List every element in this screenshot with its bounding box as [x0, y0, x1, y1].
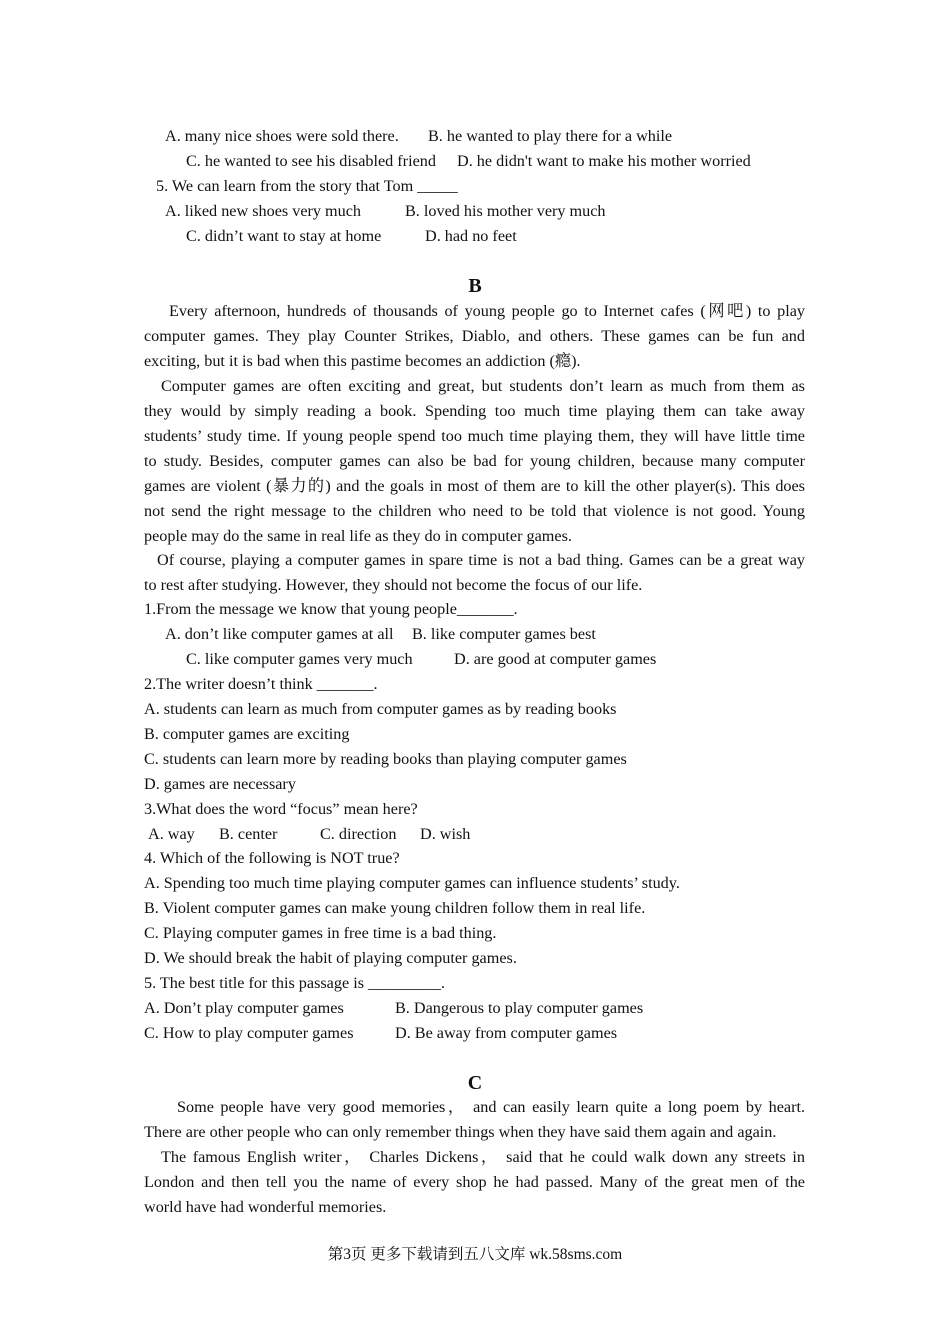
- text-line: 1.From the message we know that young people_______.: [144, 600, 518, 618]
- option-text: D. wish: [420, 825, 471, 843]
- text-line: not send the right message to the children who need to be told that violence is not good. Young: [144, 502, 805, 520]
- section-heading-c: C: [467, 1072, 483, 1094]
- option-text: D. are good at computer games: [454, 650, 657, 668]
- text-line: students’ study time. If young people spend too much time playing them, they will have little time: [144, 427, 805, 445]
- text-line: A. Spending too much time playing computer games can influence students’ study.: [144, 874, 680, 892]
- option-text: D. Be away from computer games: [395, 1024, 618, 1042]
- option-text: B. loved his mother very much: [405, 202, 606, 220]
- text-line: D. games are necessary: [144, 775, 296, 793]
- text-line: B. Violent computer games can make young children follow them in real life.: [144, 899, 646, 917]
- text-line: London and then tell you the name of every shop he had passed. Many of the great men of the: [144, 1173, 805, 1191]
- text-line: to study. Besides, computer games can also be bad for young children, because many computer: [144, 452, 805, 470]
- text-line: The famous English writer， Charles Dickens， said that he could walk down any streets in: [161, 1148, 805, 1166]
- text-line: A. students can learn as much from computer games as by reading books: [144, 700, 617, 718]
- text-line: 5. We can learn from the story that Tom _____: [156, 177, 458, 195]
- text-line: Some people have very good memories， and can easily learn quite a long poem by heart.: [177, 1098, 805, 1116]
- text-line: There are other people who can only remember things when they have said them again and again.: [144, 1123, 777, 1141]
- page-footer: 第3页 更多下载请到五八文库 wk.58sms.com: [327, 1246, 623, 1263]
- option-text: A. many nice shoes were sold there.: [165, 127, 399, 145]
- option-text: C. like computer games very much: [186, 650, 413, 668]
- text-line: Every afternoon, hundreds of thousands of young people go to Internet cafes (网吧) to play: [169, 302, 805, 320]
- option-text: A. way: [148, 825, 195, 843]
- text-line: people may do the same in real life as they do in computer games.: [144, 527, 572, 545]
- option-text: A. liked new shoes very much: [165, 202, 362, 220]
- text-line: games are violent (暴力的) and the goals in most of them are to kill the other player(s). This does: [144, 477, 805, 495]
- option-text: D. had no feet: [425, 227, 517, 245]
- section-heading-b: B: [468, 275, 482, 297]
- text-line: 4. Which of the following is NOT true?: [144, 849, 400, 867]
- option-text: C. didn’t want to stay at home: [186, 227, 382, 245]
- text-line: 3.What does the word “focus” mean here?: [144, 800, 418, 818]
- text-line: exciting, but it is bad when this pastime becomes an addiction (瘾).: [144, 352, 581, 370]
- option-text: B. center: [219, 825, 278, 843]
- text-line: C. students can learn more by reading books than playing computer games: [144, 750, 627, 768]
- option-text: A. don’t like computer games at all: [165, 625, 394, 643]
- text-line: world have had wonderful memories.: [144, 1198, 387, 1216]
- text-line: computer games. They play Counter Strikes, Diablo, and others. These games can be fun and: [144, 327, 805, 345]
- option-text: B. like computer games best: [412, 625, 596, 643]
- option-text: D. he didn't want to make his mother worried: [457, 152, 751, 170]
- option-text: A. Don’t play computer games: [144, 999, 344, 1017]
- text-line: B. computer games are exciting: [144, 725, 350, 743]
- option-text: C. he wanted to see his disabled friend: [186, 152, 436, 170]
- text-line: C. Playing computer games in free time is a bad thing.: [144, 924, 497, 942]
- text-line: they would by simply reading a book. Spending too much time playing them can take away: [144, 402, 805, 420]
- text-line: to rest after studying. However, they should not become the focus of our life.: [144, 576, 643, 594]
- text-line: 5. The best title for this passage is _________.: [144, 974, 445, 992]
- text-line: D. We should break the habit of playing computer games.: [144, 949, 517, 967]
- option-text: B. he wanted to play there for a while: [428, 127, 673, 145]
- text-line: Computer games are often exciting and great, but students don’t learn as much from them as: [161, 377, 805, 395]
- option-text: C. direction: [320, 825, 397, 843]
- option-text: C. How to play computer games: [144, 1024, 354, 1042]
- text-line: 2.The writer doesn’t think _______.: [144, 675, 378, 693]
- text-line: Of course, playing a computer games in spare time is not a bad thing. Games can be a great way: [157, 551, 805, 569]
- option-text: B. Dangerous to play computer games: [395, 999, 644, 1017]
